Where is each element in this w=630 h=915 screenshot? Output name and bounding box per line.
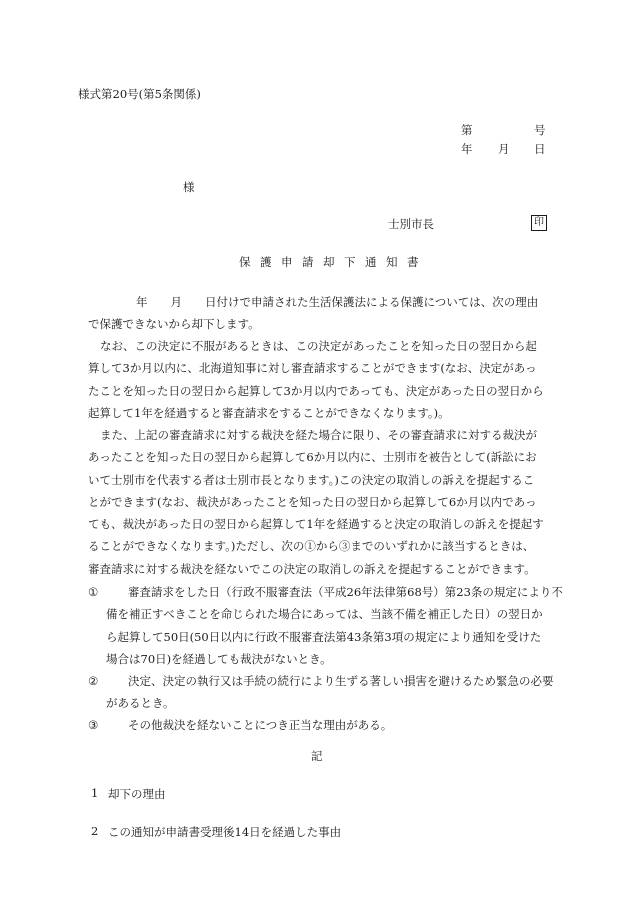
- section-2-number: 2: [91, 824, 99, 838]
- item-number: ③: [88, 718, 99, 732]
- seal-mark: 印: [531, 215, 547, 231]
- item-number: ②: [88, 674, 99, 688]
- item-number: ①: [88, 585, 99, 599]
- section-1-label: 却下の理由: [108, 787, 166, 801]
- paragraph-line: で保護できないから却下します。: [88, 317, 260, 332]
- paragraph-line: ることができなくなります。)ただし、次の①から③までのいずれかに該当するときは、: [88, 539, 535, 554]
- paragraph-line: ても、裁決があった日の翌日から起算して1年を経過すると決定の取消しの訴えを提起す: [88, 517, 544, 532]
- item-line: 備を補正すべきことを命じられた場合にあっては、当該不備を補正した日）の翌日か: [106, 607, 543, 622]
- form-number: 様式第20号(第5条関係): [78, 87, 201, 101]
- list-item: [88, 581, 563, 670]
- item-line: 決定、決定の執行又は手続の続行により生ずる著しい損害を避けるため緊急の必要: [128, 674, 554, 688]
- item-line: 審査請求をした日（行政不服審査法（平成26年法律第68号）第23条の規定により不: [128, 585, 563, 599]
- paragraph-line: また、上記の審査請求に対する裁決を経た場合に限り、その審査請求に対する裁決が: [100, 428, 537, 442]
- date-day: 日: [534, 142, 546, 156]
- item-line: その他裁決を経ないことにつき正当な理由がある。: [128, 718, 393, 732]
- section-1-number: 1: [91, 786, 99, 800]
- paragraph-line: 年 月 日付けで申請された生活保護法による保護については、次の理由: [136, 295, 539, 309]
- paragraph-line: 算して3か月以内に、北海道知事に対し審査請求することができます(なお、決定があっ: [88, 361, 537, 376]
- number-prefix: 第: [461, 123, 473, 137]
- date-month: 月: [498, 142, 510, 156]
- date-year: 年: [461, 142, 473, 156]
- paragraph-1: [88, 291, 548, 336]
- ki-marker: 記: [311, 749, 323, 763]
- paragraph-line: 起算して1年を経過すると審査請求をすることができなくなります。)。: [88, 405, 450, 420]
- list-item: [88, 714, 558, 736]
- paragraph-3: [88, 424, 548, 580]
- number-suffix: 号: [534, 123, 546, 137]
- paragraph-line: たことを知った日の翌日から起算して3か月以内であっても、決定があった日の翌日から: [88, 383, 544, 398]
- paragraph-line: とができます(なお、裁決があったことを知った日の翌日から起算して6か月以内であっ: [88, 494, 537, 509]
- paragraph-line: なお、この決定に不服があるときは、この決定があったことを知った日の翌日から起: [100, 339, 537, 353]
- addressee-suffix: 様: [183, 180, 195, 194]
- item-line: 場合は70日)を経過しても裁決がないとき。: [106, 651, 332, 666]
- list-item: [88, 670, 558, 715]
- document-title: 保護申請却下通知書: [239, 255, 428, 269]
- item-line: があるとき。: [106, 696, 175, 711]
- item-line: ら起算して50日(50日以内に行政不服審査法第43条第3項の規定により通知を受けた: [106, 629, 542, 644]
- paragraph-line: いて士別市を代表する者は士別市長となります。)この決定の取消しの訴えを提起するこ: [88, 472, 535, 487]
- issuer-name: 士別市長: [388, 217, 434, 231]
- paragraph-2: [88, 335, 548, 424]
- section-2-label: この通知が申請書受理後14日を経過した事由: [108, 825, 342, 839]
- paragraph-line: あったことを知った日の翌日から起算して6か月以内に、士別市を被告として(訴訟にお: [88, 450, 537, 465]
- paragraph-line: 審査請求に対する裁決を経ないでこの決定の取消しの訴えを提起することができます。: [88, 561, 536, 576]
